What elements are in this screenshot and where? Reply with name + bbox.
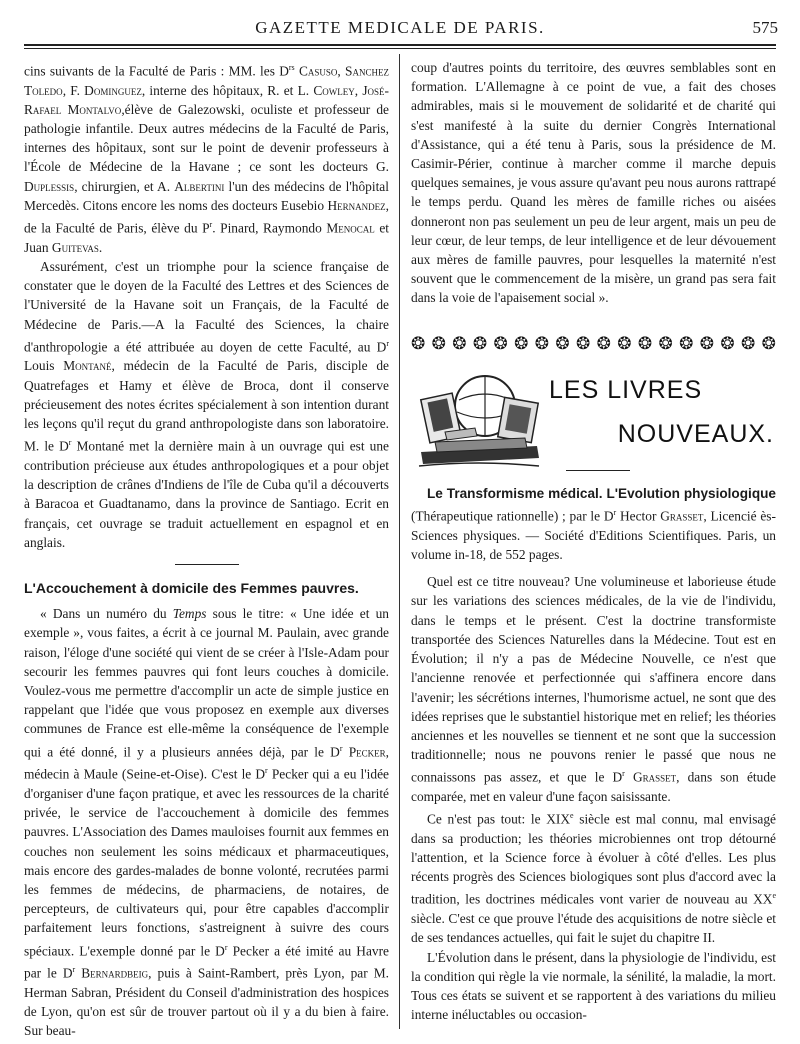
ornament-icon: ❂ [679,334,694,353]
ornament-icon: ❂ [637,334,653,353]
ornament-icon: ❂ [761,334,776,353]
paragraph: « Dans un numéro du Temps sous le titre: « Une idée et un exemple », vous faites, a écrit à ce journal M. Paulain, avec grande raison, l'éloge d'une société qui vient de se créer à l'Isle-Adam pour secourir les femmes pauvres qui font leurs couches à domicile. Voulez-vous me permettre d'accomplir un acte de simple justice en rappelant que l'idée que vous proposez en exemple aux diverses communes de France est elle-même la conséquence de l'exemple qui a été donné, il y a plusieurs années déjà, par le $D^r$ Pecker, médecin à Maule (Seine-et-Oise). C'est le $D^r$ Pecker qui a eu l'idée d'organiser d'une façon pratique, et avec les ressources de la charité privée, le service de l'accouchement à domicile des femmes pauvres. L'Association des Dames mauloises fournit aux femmes en couches non seulement les soins médicaux et pharmaceutiques, mais encore des gardes-malades de bonne volonté, recrutées parmi les femmes de médecins, de pharmaciens, de notaires, de percepteurs, de cultivateurs qui, pour être capables d'accomplir parfaitement leurs fonctions, s'astreignent à suivre des cours spéciaux. L'exemple donné par le $D^r$ Pecker a été imité au Havre par le $D^r$ Bernardbeig, puis à Saint-Rambert, près Lyon, par M. Herman Sabran, Président du Conseil d'administration des hospices de Lyon, qu'on est sûr de trouver partout où il y a du bien à faire. Sur beau- [24,606,390,1039]
ornament-band [411,334,776,354]
book-title: Le Transformisme médical. L'Evolution physiologique [427,486,776,501]
ornament-icon: ❂ [555,334,570,353]
ornament-icon: ❂ [534,334,549,353]
book-review-citation: Le Transformisme médical. L'Evolution physiologique (Thérapeutique rationnelle) ; par le $D^r$ Hector Grasset, Licencié ès-Sciences physiques. — Société d'Editions Scientifiques. Paris, un volume in-18, de 552 pages. [411,486,776,563]
paragraph: Ce n'est pas tout: le XIXe siècle est mal connu, mal envisagé dans sa production; les théories microbiennes ont trop détourné l'attention, et la Science force à évoluer à côté d'elles. Les plus récents progrès des Sciences biologiques sont plus d'accord avec la tradition, les doctrines médicales vont varier de nouveau au XXe siècle. C'est ce que prouve l'étude des acquisitions de notre siècle et de ses tendances actuelles, qui fait le sujet du chapitre II. [411,811,776,946]
ornament-icon: ❂ [411,334,426,353]
ornament-icon: ❂ [699,334,714,353]
ornament-icon: ❂ [514,334,529,353]
ornament-icon: ❂ [741,334,756,353]
books-illustration-icon [415,366,543,474]
books-section-banner [411,362,776,480]
right-column-top [411,58,776,308]
section-title-line-1: LES LIVRES [549,376,703,404]
paragraph: cins suivants de la Faculté de Paris : MM. les $D^{rs}$ Casuso, Sanchez Toledo, F. Dominguez, interne des hôpitaux, R. et L. Cowley, José-Rafael Montalvo,élève de Galezowski, oculiste et professeur de pathologie infantile. Deux autres médecins de la Faculté de Paris, internes des hôpitaux, sont sur le point de devenir professeurs à l'École de Médecine de la Havane ; ce sont les docteurs G. Duplessis, chirurgien, et A. Albertini l'un des médecins de l'hôpital Mercedès. Citons encore les noms des docteurs Eusebio Hernandez, de la Faculté de Paris, élève du $P^r$. Pinard, Raymondo Menocal et Juan Guitevas. [24,63,389,255]
ornament-icon: ❂ [617,334,632,353]
paragraph: Quel est ce titre nouveau? Une volumineuse et laborieuse étude sur les variations des sciences médicales, de la vie de l'individu, dans le temps et le présent. C'est la doctrine transformiste transportée des Sciences Naturelles dans la Médecine. Tout est en Évolution; il n'y a pas de Médecine Nouvelle, ce n'est que l'ancienne renovée et perfectionnée qui s'affinera encore dans l'avenir; les sécrétions internes, l'humorisme actuel, ne sont que des idées reprises que le substantiel historique met en relief; les théories anciennes et les nouvelles se tiennent et ne sont que la succession traditionnelle; nous ne pouvons renier le passé que nous ne connaissons pas assez, et que le $D^r$ Grasset, dans son étude comparée, met en valeur d'une façon saisissante. [411,574,776,804]
ornament-icon: ❂ [720,334,735,353]
section-divider [566,470,630,471]
page-header [20,12,780,42]
paragraph: coup d'autres points du territoire, des œuvres semblables sont en formation. L'Allemagne à ce point de vue, a fait des choses admirables, mais si le mouvement de solidarité et de charité qui s'est manifesté à la suite du dernier Congrès International d'Assistance, qui a été tenu à Paris, sous la présidence de M. Casimir-Périer, continue à marcher comme il marche depuis quelques semaines, je vous assure qu'avant peu nous aurons rattrapé le temps perdu. Quand les mères de famille riches ou aisées donneront non pas seulement un peu de leur argent, mais un peu de leur cœur, de leur temps, de leur intelligence et de leur dévouement aux mères de famille pauvres, pour lesquelles la maternité n'est souvent que le commencement de la misère, un grand pas sera fait dans la voie de l'apaisement social ». [411,60,776,306]
section-title-line-2: NOUVEAUX. [617,420,774,448]
ornament-icon: ❂ [576,334,591,353]
left-column [24,58,389,1041]
header-rule [24,44,776,49]
page-number: 575 [752,18,778,37]
paragraph: Assurément, c'est un triomphe pour la science française de constater que le doyen de la Faculté des Lettres et des Sciences de l'Université de la Havane soit un Français, de la Faculté de Médecine de Paris.—A la Faculté des Sciences, la chaire d'anthropologie a été attribuée au doyen de cette Faculté, au $D^r$ Louis Montané, médecin de la Faculté de Paris, disciple de Quatrefages et Hamy et élève de Broca, dont il conserve précieusement des notes écrites spécialement à son intention durant les leçons qu'il reçut du grand anthropologiste dans son laboratoire. M. le $D^r$ Montané met la dernière main à un ouvrage qui est une contribution précieuse aux études anthropologiques et a pour objet la description de crânes d'Indiens de l'île de Cuba qu'il a découverts à Baracoa et Guadtanamo, dans la province de Santiago. Ecrit en français, cet ouvrage se traduit actuellement en espagnol et en anglais. [24,258,389,550]
ornament-icon: ❂ [493,334,508,353]
ornament-icon: ❂ [452,334,467,353]
paragraph: L'Évolution dans le présent, dans la physiologie de l'individu, est la condition qui règle la vie normale, la sénilité, la maladie, la mort. Tous ces états se suivent et se rapportent à des variations du milieu interne inéluctables ou occasion- [411,949,776,1023]
article-title: L'Accouchement à domicile des Femmes pauvres. [24,579,359,596]
journal-title: GAZETTE MEDICALE DE PARIS. [255,18,545,37]
column-divider [399,54,400,1029]
ornament-icon: ❂ [472,334,488,353]
section-divider [175,564,239,565]
ornament-icon: ❂ [658,334,673,353]
right-column-bottom [411,484,776,1024]
ornament-icon: ❂ [596,334,611,353]
ornament-icon: ❂ [431,334,446,353]
